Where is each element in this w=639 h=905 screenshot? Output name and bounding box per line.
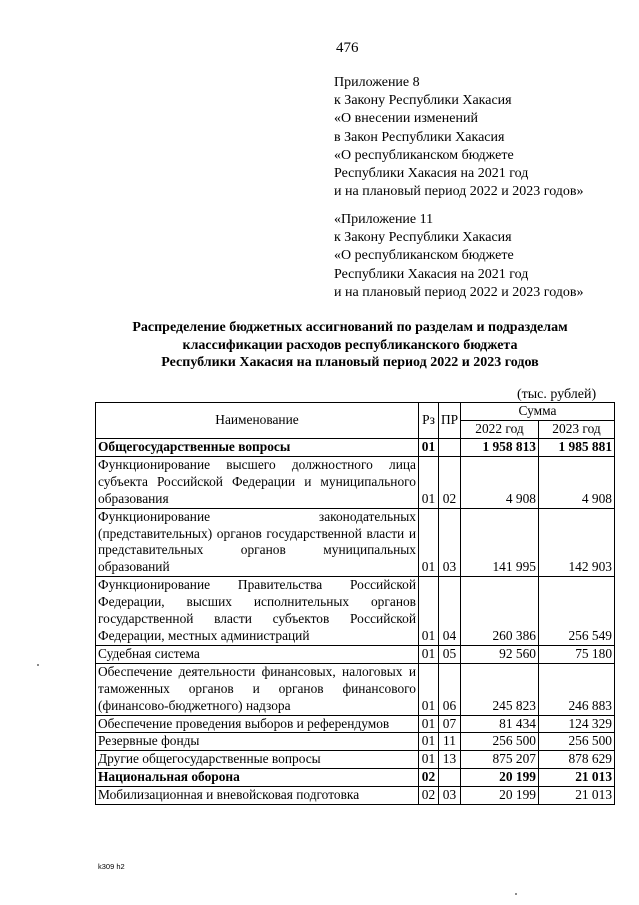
row-name: Обеспечение деятельности финансовых, налоговых и таможенных органов и органов финансового (финансово-бюджетного) надзора [96, 663, 419, 715]
scan-speck [515, 893, 517, 895]
row-name: Функционирование Правительства Российской Федерации, высших исполнительных органов государственной власти субъектов Российской Федерации, местных администраций [96, 577, 419, 646]
appendix-amendment-line: в Закон Республики Хакасия [334, 129, 505, 145]
appendix-amendment-line: «О республиканском бюджете [334, 147, 514, 163]
row-pr: 07 [439, 715, 461, 733]
header-2022: 2022 год [461, 421, 539, 439]
row-rz: 01 [419, 733, 439, 751]
row-pr: 02 [439, 456, 461, 508]
row-pr: 11 [439, 733, 461, 751]
row-name: Мобилизационная и вневойсковая подготовка [96, 787, 419, 805]
row-name: Функционирование законодательных (представительных) органов государственной власти и представительных органов муниципальных образований [96, 508, 419, 577]
appendix-original-line: и на плановый период 2022 и 2023 годов» [334, 284, 584, 300]
table-row [96, 733, 615, 751]
row-2023: 75 180 [539, 645, 615, 663]
page-number: 476 [336, 40, 359, 56]
row-2022: 256 500 [461, 733, 539, 751]
table-row [96, 751, 615, 769]
appendix-amendment-line: «О внесении изменений [334, 111, 478, 127]
table-row [96, 439, 615, 457]
appendix-original-line: к Закону Республики Хакасия [334, 230, 512, 246]
appendix-original-note [334, 211, 584, 302]
appendix-amendment-line: к Закону Республики Хакасия [334, 93, 512, 109]
row-2023: 124 329 [539, 715, 615, 733]
row-name: Резервные фонды [96, 733, 419, 751]
appendix-amendment-line: Республики Хакасия на 2021 год [334, 166, 529, 182]
footer-code: k309 h2 [98, 862, 125, 871]
row-rz: 01 [419, 577, 439, 646]
row-2022: 20 199 [461, 769, 539, 787]
row-2023: 246 883 [539, 663, 615, 715]
title-line: Республики Хакасия на плановый период 2022 и 2023 годов [161, 355, 539, 370]
row-rz: 02 [419, 769, 439, 787]
table-row [96, 769, 615, 787]
row-2023: 21 013 [539, 769, 615, 787]
row-2022: 92 560 [461, 645, 539, 663]
header-2023: 2023 год [539, 421, 615, 439]
table-row [96, 508, 615, 577]
header-name: Наименование [96, 403, 419, 439]
units-label: (тыс. рублей) [517, 387, 597, 402]
table-row [96, 715, 615, 733]
budget-table [95, 402, 615, 805]
row-2023: 21 013 [539, 787, 615, 805]
row-pr: 03 [439, 508, 461, 577]
row-2023: 878 629 [539, 751, 615, 769]
table-row [96, 787, 615, 805]
appendix-original-line: Республики Хакасия на 2021 год [334, 266, 529, 282]
appendix-amendment-line: и на плановый период 2022 и 2023 годов» [334, 184, 584, 200]
appendix-original-line: «Приложение 11 [334, 212, 434, 227]
appendix-amendment-line: Приложение 8 [334, 75, 420, 90]
row-2022: 20 199 [461, 787, 539, 805]
row-name: Национальная оборона [96, 769, 419, 787]
row-name: Общегосударственные вопросы [96, 439, 419, 457]
table-row [96, 456, 615, 508]
row-2023: 4 908 [539, 456, 615, 508]
row-name: Судебная система [96, 645, 419, 663]
header-sum: Сумма [461, 403, 615, 421]
row-2022: 260 386 [461, 577, 539, 646]
row-2022: 4 908 [461, 456, 539, 508]
row-rz: 01 [419, 645, 439, 663]
row-2022: 245 823 [461, 663, 539, 715]
row-pr: 05 [439, 645, 461, 663]
row-2022: 81 434 [461, 715, 539, 733]
row-rz: 01 [419, 715, 439, 733]
row-2022: 1 958 813 [461, 439, 539, 457]
row-rz: 02 [419, 787, 439, 805]
table-row [96, 663, 615, 715]
row-pr: 04 [439, 577, 461, 646]
header-pr: ПР [439, 403, 461, 439]
table-row [96, 645, 615, 663]
row-name: Функционирование высшего должностного лица субъекта Российской Федерации и муниципального образования [96, 456, 419, 508]
row-pr: 13 [439, 751, 461, 769]
document-title [60, 319, 639, 372]
header-rz: Рз [419, 403, 439, 439]
row-2023: 256 500 [539, 733, 615, 751]
row-pr [439, 769, 461, 787]
row-rz: 01 [419, 751, 439, 769]
row-2023: 142 903 [539, 508, 615, 577]
row-2022: 141 995 [461, 508, 539, 577]
appendix-amendment-note [334, 74, 584, 201]
row-pr: 06 [439, 663, 461, 715]
row-name: Обеспечение проведения выборов и референдумов [96, 715, 419, 733]
row-2023: 256 549 [539, 577, 615, 646]
row-rz: 01 [419, 663, 439, 715]
scan-speck [37, 664, 39, 666]
row-rz: 01 [419, 439, 439, 457]
row-pr [439, 439, 461, 457]
row-rz: 01 [419, 508, 439, 577]
row-2022: 875 207 [461, 751, 539, 769]
row-2023: 1 985 881 [539, 439, 615, 457]
title-line: классификации расходов республиканского бюджета [182, 337, 518, 353]
appendix-original-line: «О республиканском бюджете [334, 248, 514, 264]
row-rz: 01 [419, 456, 439, 508]
table-row [96, 577, 615, 646]
row-name: Другие общегосударственные вопросы [96, 751, 419, 769]
row-pr: 03 [439, 787, 461, 805]
title-line: Распределение бюджетных ассигнований по разделам и подразделам [132, 320, 568, 335]
